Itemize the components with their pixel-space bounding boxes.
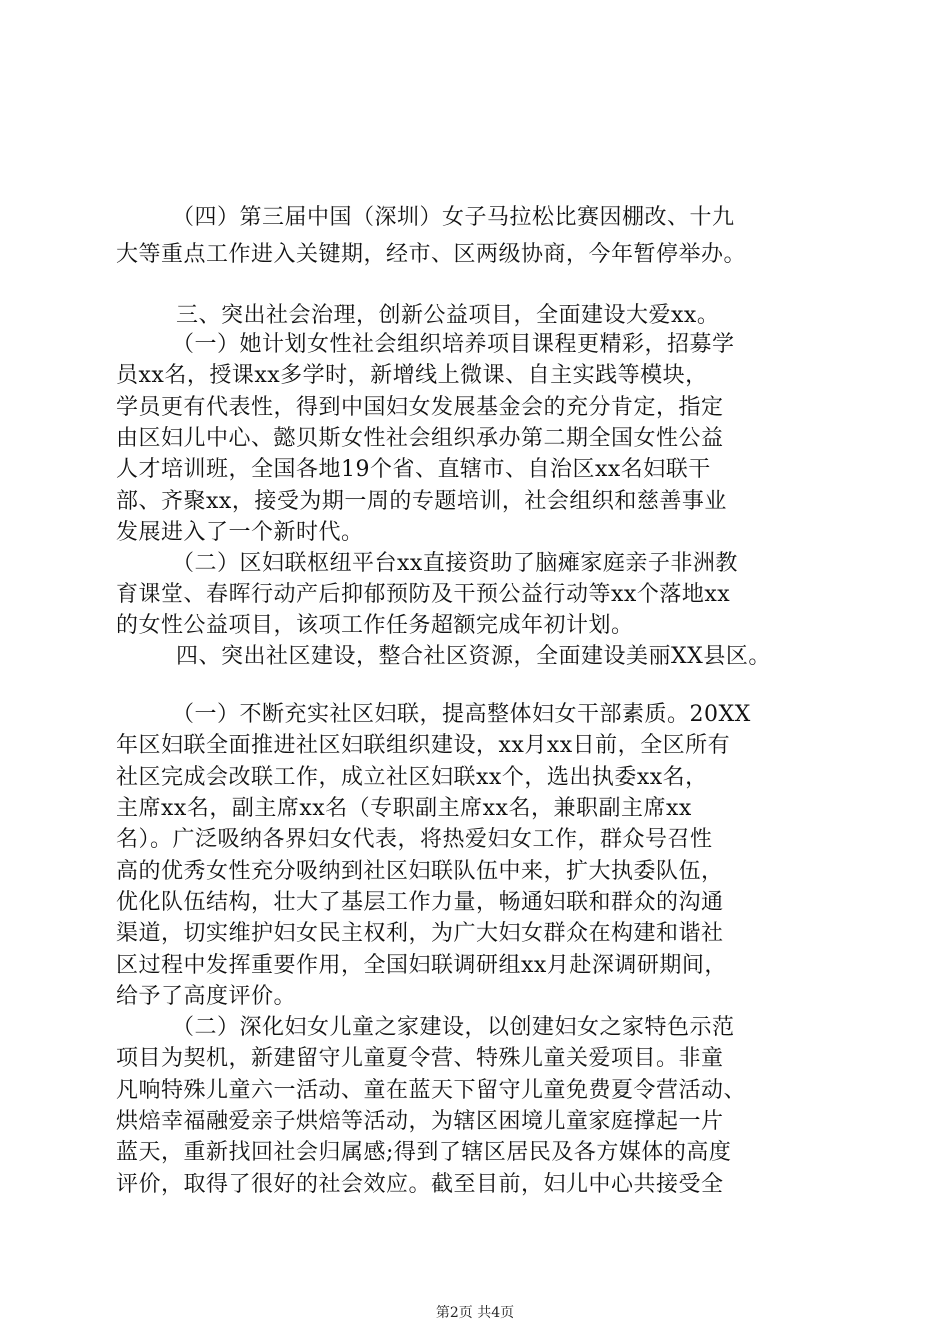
text-line: （一）不断充实社区妇联，提高整体妇女干部素质。20XX [172,702,751,727]
text-line: 蓝天，重新找回社会归属感;得到了辖区居民及各方媒体的高度 [116,1140,732,1165]
text-line: （四）第三届中国（深圳）女子马拉松比赛因棚改、十九 [172,205,735,230]
text-line: 名）。广泛吸纳各界妇女代表，将热爱妇女工作，群众号召性 [116,827,713,852]
text-line: 员xx名，授课xx多学时，新增线上微课、自主实践等模块， [116,363,708,388]
heading-text: 四、突出社区建设，整合社区资源，全面建设美丽XX县区。 [176,644,771,669]
text-line: 的女性公益项目，该项工作任务超额完成年初计划。 [116,613,634,638]
text-line: 渠道，切实维护妇女民主权利，为广大妇女群众在构建和谐社 [116,921,724,946]
text-line: 给予了高度评价。 [116,984,297,1009]
text-line: 育课堂、春晖行动产后抑郁预防及干预公益行动等xx个落地xx [116,582,731,607]
text-line: 发展进入了一个新时代。 [116,520,364,545]
text-line: 烘焙幸福融爱亲子烘焙等活动，为辖区困境儿童家庭撑起一片 [116,1109,724,1134]
text-line: （一）她计划女性社会组织培养项目课程更精彩，招募学 [172,332,735,357]
text-line: 优化队伍结构，壮大了基层工作力量，畅通妇联和群众的沟通 [116,890,724,915]
text-line: 项目为契机，新建留守儿童夏令营、特殊儿童关爱项目。非童 [116,1046,724,1071]
text-line: 主席xx名，副主席xx名（专职副主席xx名，兼职副主席xx [116,796,692,821]
text-line: 社区完成会改联工作，成立社区妇联xx个，选出执委xx名， [116,765,708,790]
text-line: 年区妇联全面推进社区妇联组织建设，xx月xx日前，全区所有 [116,733,731,758]
page-footer: 第2页 共4页 [435,1305,515,1321]
heading-text: 三、突出社会治理，创新公益项目，全面建设大爱xx。 [176,303,720,328]
text-line: 评价，取得了很好的社会效应。截至目前，妇儿中心共接受全 [116,1172,724,1197]
text-line: 部、齐聚xx，接受为期一周的专题培训，社会组织和慈善事业 [116,489,727,514]
text-line: 大等重点工作进入关键期，经市、区两级协商，今年暂停举办。 [116,242,747,267]
text-line: 凡响特殊儿童六一活动、童在蓝天下留守儿童免费夏令营活动、 [116,1078,747,1103]
text-line: （二）区妇联枢纽平台xx直接资助了脑瘫家庭亲子非洲教 [172,551,738,576]
text-line: 区过程中发挥重要作用，全国妇联调研组xx月赴深调研期间， [116,953,727,978]
text-line: 由区妇儿中心、懿贝斯女性社会组织承办第二期全国女性公益 [116,426,724,451]
text-line: （二）深化妇女儿童之家建设，以创建妇女之家特色示范 [172,1015,735,1040]
text-line: 学员更有代表性，得到中国妇女发展基金会的充分肯定，指定 [116,395,724,420]
text-line: 高的优秀女性充分吸纳到社区妇联队伍中来，扩大执委队伍， [116,859,724,884]
text-line: 人才培训班，全国各地19个省、直辖市、自治区xx名妇联干 [116,457,711,482]
